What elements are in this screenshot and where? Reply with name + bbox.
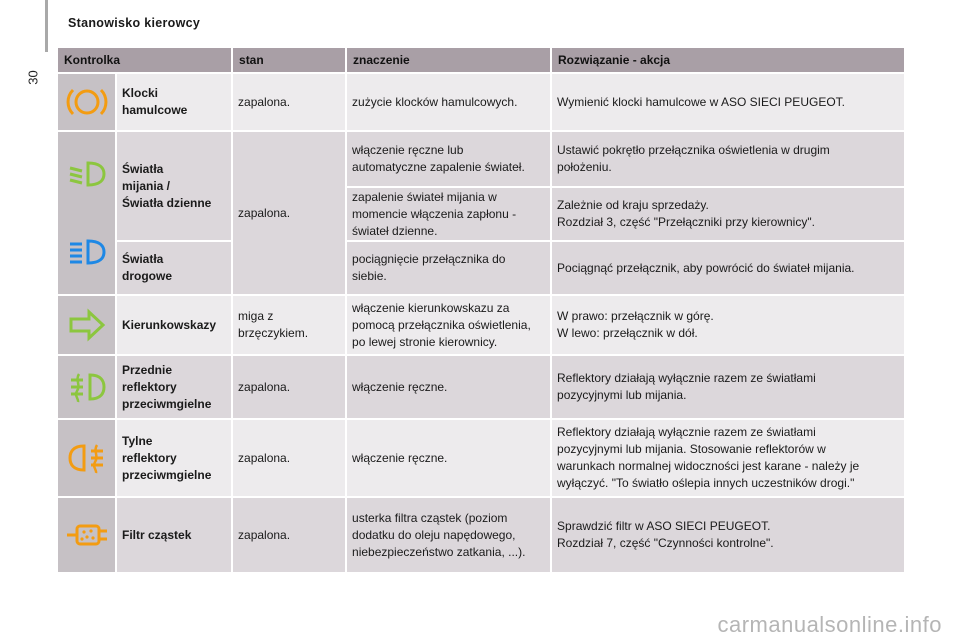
row-action: Ustawić pokrętło przełącznika oświetlenia w drugim położeniu.	[552, 132, 904, 186]
row-meaning: zapalenie świateł mijania w momencie włączenia zapłonu - świateł dzienne.	[347, 188, 550, 240]
row-name: Światła mijania / Światła dzienne	[117, 132, 231, 240]
rear-fog-icon	[66, 441, 108, 475]
row-name: Przednie reflektory przeciwmgielne	[117, 356, 231, 418]
table-header-row	[58, 48, 904, 72]
row-action: Wymienić klocki hamulcowe w ASO SIECI PEUGEOT.	[552, 74, 904, 130]
table-row	[58, 356, 904, 418]
icon-cell	[58, 420, 115, 496]
row-name: Tylne reflektory przeciwmgielne	[117, 420, 231, 496]
column-header-kontrolka: Kontrolka	[58, 48, 231, 72]
row-action: Reflektory działają wyłącznie razem ze światłami pozycyjnymi lub mijania.	[552, 356, 904, 418]
row-meaning: włączenie kierunkowskazu za pomocą przełącznika oświetlenia, po lewej stronie kierownicy.	[347, 296, 550, 354]
row-state: zapalona.	[233, 498, 345, 572]
warning-lights-table	[56, 46, 906, 574]
row-name: Kierunkowskazy	[117, 296, 231, 354]
row-name: Klocki hamulcowe	[117, 74, 231, 130]
section-title: Stanowisko kierowcy	[68, 16, 201, 30]
row-state: zapalona.	[233, 420, 345, 496]
page-number: 30	[25, 70, 41, 85]
icon-cell	[58, 132, 115, 294]
row-state: zapalona.	[233, 356, 345, 418]
particle-filter-icon	[65, 519, 109, 551]
turn-signal-icon	[66, 308, 108, 342]
icon-cell	[58, 74, 115, 130]
row-state: zapalona.	[233, 74, 345, 130]
icon-cell	[58, 498, 115, 572]
row-action: Zależnie od kraju sprzedaży. Rozdział 3, część "Przełączniki przy kierownicy".	[552, 188, 904, 240]
table-row	[58, 74, 904, 130]
table-row	[58, 132, 904, 186]
icon-cell	[58, 296, 115, 354]
row-name: Filtr cząstek	[117, 498, 231, 572]
row-action: Pociągnąć przełącznik, aby powrócić do świateł mijania.	[552, 242, 904, 294]
side-rule	[45, 0, 48, 52]
column-header-znaczenie: znaczenie	[347, 48, 550, 72]
row-action: Sprawdzić filtr w ASO SIECI PEUGEOT. Rozdział 7, część "Czynności kontrolne".	[552, 498, 904, 572]
row-state: miga z brzęczykiem.	[233, 296, 345, 354]
front-fog-icon	[66, 370, 108, 404]
row-state: zapalona.	[233, 132, 345, 294]
row-meaning: pociągnięcie przełącznika do siebie.	[347, 242, 550, 294]
icon-cell	[58, 356, 115, 418]
row-meaning: włączenie ręczne lub automatyczne zapalenie świateł.	[347, 132, 550, 186]
high-beam-icon	[66, 237, 108, 267]
table-row	[58, 420, 904, 496]
low-beam-icon	[66, 159, 108, 189]
row-meaning: włączenie ręczne.	[347, 356, 550, 418]
row-meaning: zużycie klocków hamulcowych.	[347, 74, 550, 130]
watermark: carmanualsonline.info	[717, 612, 942, 637]
table-row	[58, 242, 904, 294]
row-meaning: włączenie ręczne.	[347, 420, 550, 496]
row-action: Reflektory działają wyłącznie razem ze światłami pozycyjnymi lub mijania. Stosowanie reflektorów w warunkach normalnej widoczności jest karane - należy je wyłączyć. "To światło oślepia innych uczestników drogi."	[552, 420, 904, 496]
column-header-rozwiazanie: Rozwiązanie - akcja	[552, 48, 904, 72]
brake-pads-icon	[66, 84, 108, 120]
table-row	[58, 498, 904, 572]
row-name: Światła drogowe	[117, 242, 231, 294]
row-action: W prawo: przełącznik w górę. W lewo: przełącznik w dół.	[552, 296, 904, 354]
row-meaning: usterka filtra cząstek (poziom dodatku do oleju napędowego, niebezpieczeństwo zatkania, ...).	[347, 498, 550, 572]
column-header-stan: stan	[233, 48, 345, 72]
table-row	[58, 296, 904, 354]
